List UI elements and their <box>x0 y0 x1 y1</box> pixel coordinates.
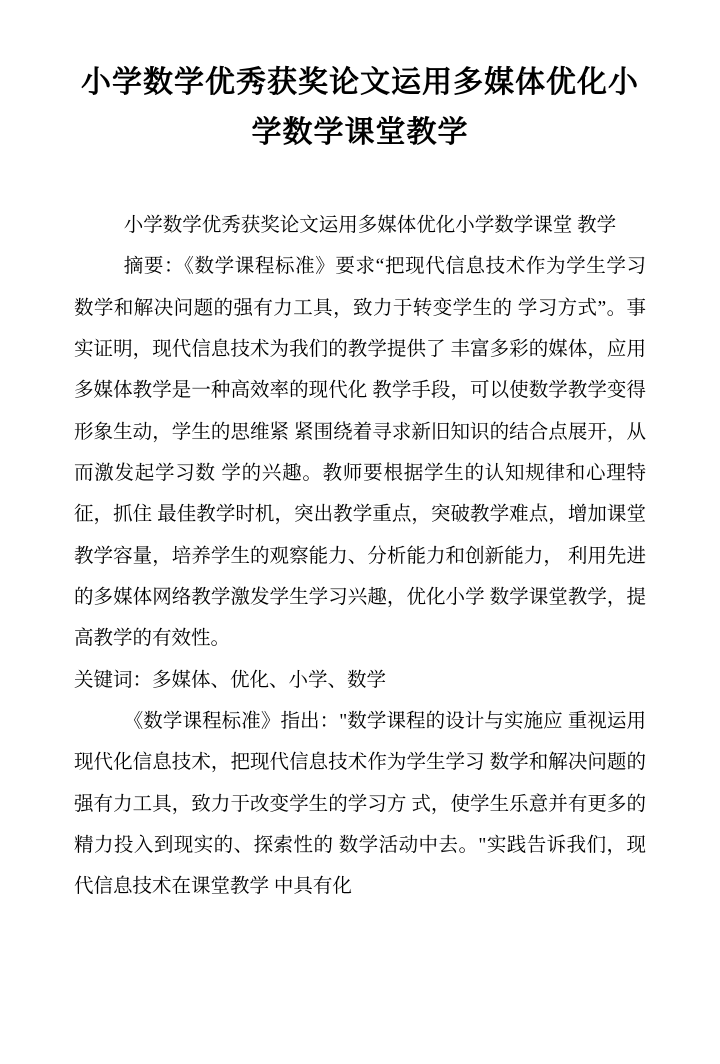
document-body <box>74 205 646 908</box>
paragraph-subtitle: 小学数学优秀获奖论文运用多媒体优化小学数学课堂 教学 <box>123 215 617 236</box>
paragraph-body: 《数学课程标准》指出："数学课程的设计与实施应 重视运用现代化信息技术，把现代信息技术作为学生学习 数学和解决问题的强有力工具，致力于改变学生的学习方 式，使学生乐意并有更多的精力投入到现实的、探索性的 数学活动中去。"实践告诉我们，现代信息技术在课堂教学 中具有化 <box>74 710 646 898</box>
paragraph-keywords: 关键词：多媒体、优化、小学、数学 <box>74 669 387 691</box>
document-title: 小学数学优秀获奖论文运用多媒体优化小学数学课堂教学 <box>81 66 639 149</box>
paragraph-abstract: 摘要：《数学课程标准》要求“把现代信息技术作为学生学习数学和解决问题的强有力工具，致力于转变学生的 学习方式”。事实证明，现代信息技术为我们的教学提供了 丰富多彩的媒体，应用多媒体教学是一种高效率的现代化 教学手段，可以使数学教学变得形象生动，学生的思维紧 紧围绕着寻求新旧知识的结合点展开，从而激发起学习数 学的兴趣。教师要根据学生的认知规律和心理特征，抓住 最佳教学时机，突出教学重点，突破教学难点，增加课堂 教学容量，培养学生的观察能力、分析能力和创新能力， 利用先进的多媒体网络教学激发学生学习兴趣，优化小学 数学课堂教学，提高教学的有效性。 <box>74 256 646 650</box>
